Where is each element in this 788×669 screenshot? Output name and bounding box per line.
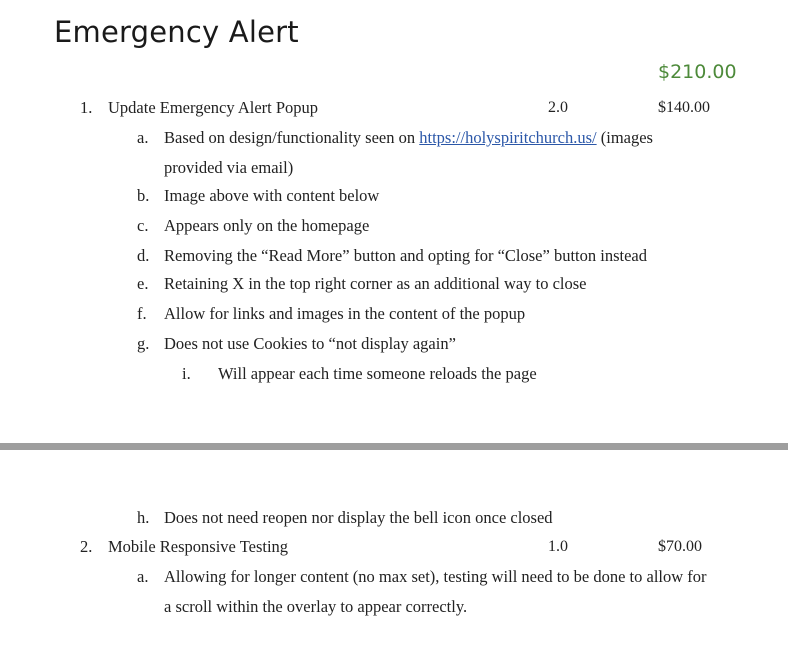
page-break <box>0 443 788 450</box>
item-cost: $70.00 <box>658 538 702 555</box>
item-hours: 1.0 <box>548 538 568 555</box>
sub-item-marker: d. <box>137 246 150 265</box>
document-title: Emergency Alert <box>54 15 299 49</box>
list-item-marker: 2. <box>80 537 93 556</box>
item-hours: 2.0 <box>548 99 568 116</box>
sub-item-marker: b. <box>137 186 150 205</box>
sub-item-text: provided via email) <box>164 158 294 177</box>
list-item-label: Mobile Responsive Testing <box>108 537 289 556</box>
total-cost: $210.00 <box>658 61 737 83</box>
sub-item-text: Allowing for longer content (no max set), testing will need to be done to allow for <box>164 567 707 586</box>
sub-item-text: Does not use Cookies to “not display again” <box>164 334 456 353</box>
document-page-2 <box>0 450 788 669</box>
sub-item-text <box>164 128 653 148</box>
list-item-marker: 1. <box>80 98 93 117</box>
church-link[interactable]: https://holyspiritchurch.us/ <box>419 128 597 147</box>
sub-item-text-part: (images <box>596 128 653 147</box>
sub-item-marker: c. <box>137 216 149 235</box>
sub-item-marker: a. <box>137 567 149 586</box>
sub-sub-item-marker: i. <box>182 364 191 383</box>
sub-item-marker: e. <box>137 274 149 293</box>
sub-item-text: Image above with content below <box>164 186 380 205</box>
sub-item-text: Appears only on the homepage <box>164 216 370 235</box>
sub-item-marker: g. <box>137 334 150 353</box>
sub-item-marker: h. <box>137 508 150 527</box>
sub-sub-item-text: Will appear each time someone reloads the page <box>218 364 537 383</box>
sub-item-text: Retaining X in the top right corner as an additional way to close <box>164 274 587 293</box>
sub-item-text: a scroll within the overlay to appear correctly. <box>164 597 468 616</box>
list-item-label: Update Emergency Alert Popup <box>108 98 319 117</box>
sub-item-text: Does not need reopen nor display the bell icon once closed <box>164 508 553 527</box>
sub-item-text: Removing the “Read More” button and opting for “Close” button instead <box>164 246 647 265</box>
sub-item-marker: a. <box>137 128 149 147</box>
sub-item-marker: f. <box>137 304 147 323</box>
sub-item-text-part: Based on design/functionality seen on <box>164 128 420 147</box>
sub-item-text: Allow for links and images in the content of the popup <box>164 304 526 323</box>
item-cost: $140.00 <box>658 99 710 116</box>
